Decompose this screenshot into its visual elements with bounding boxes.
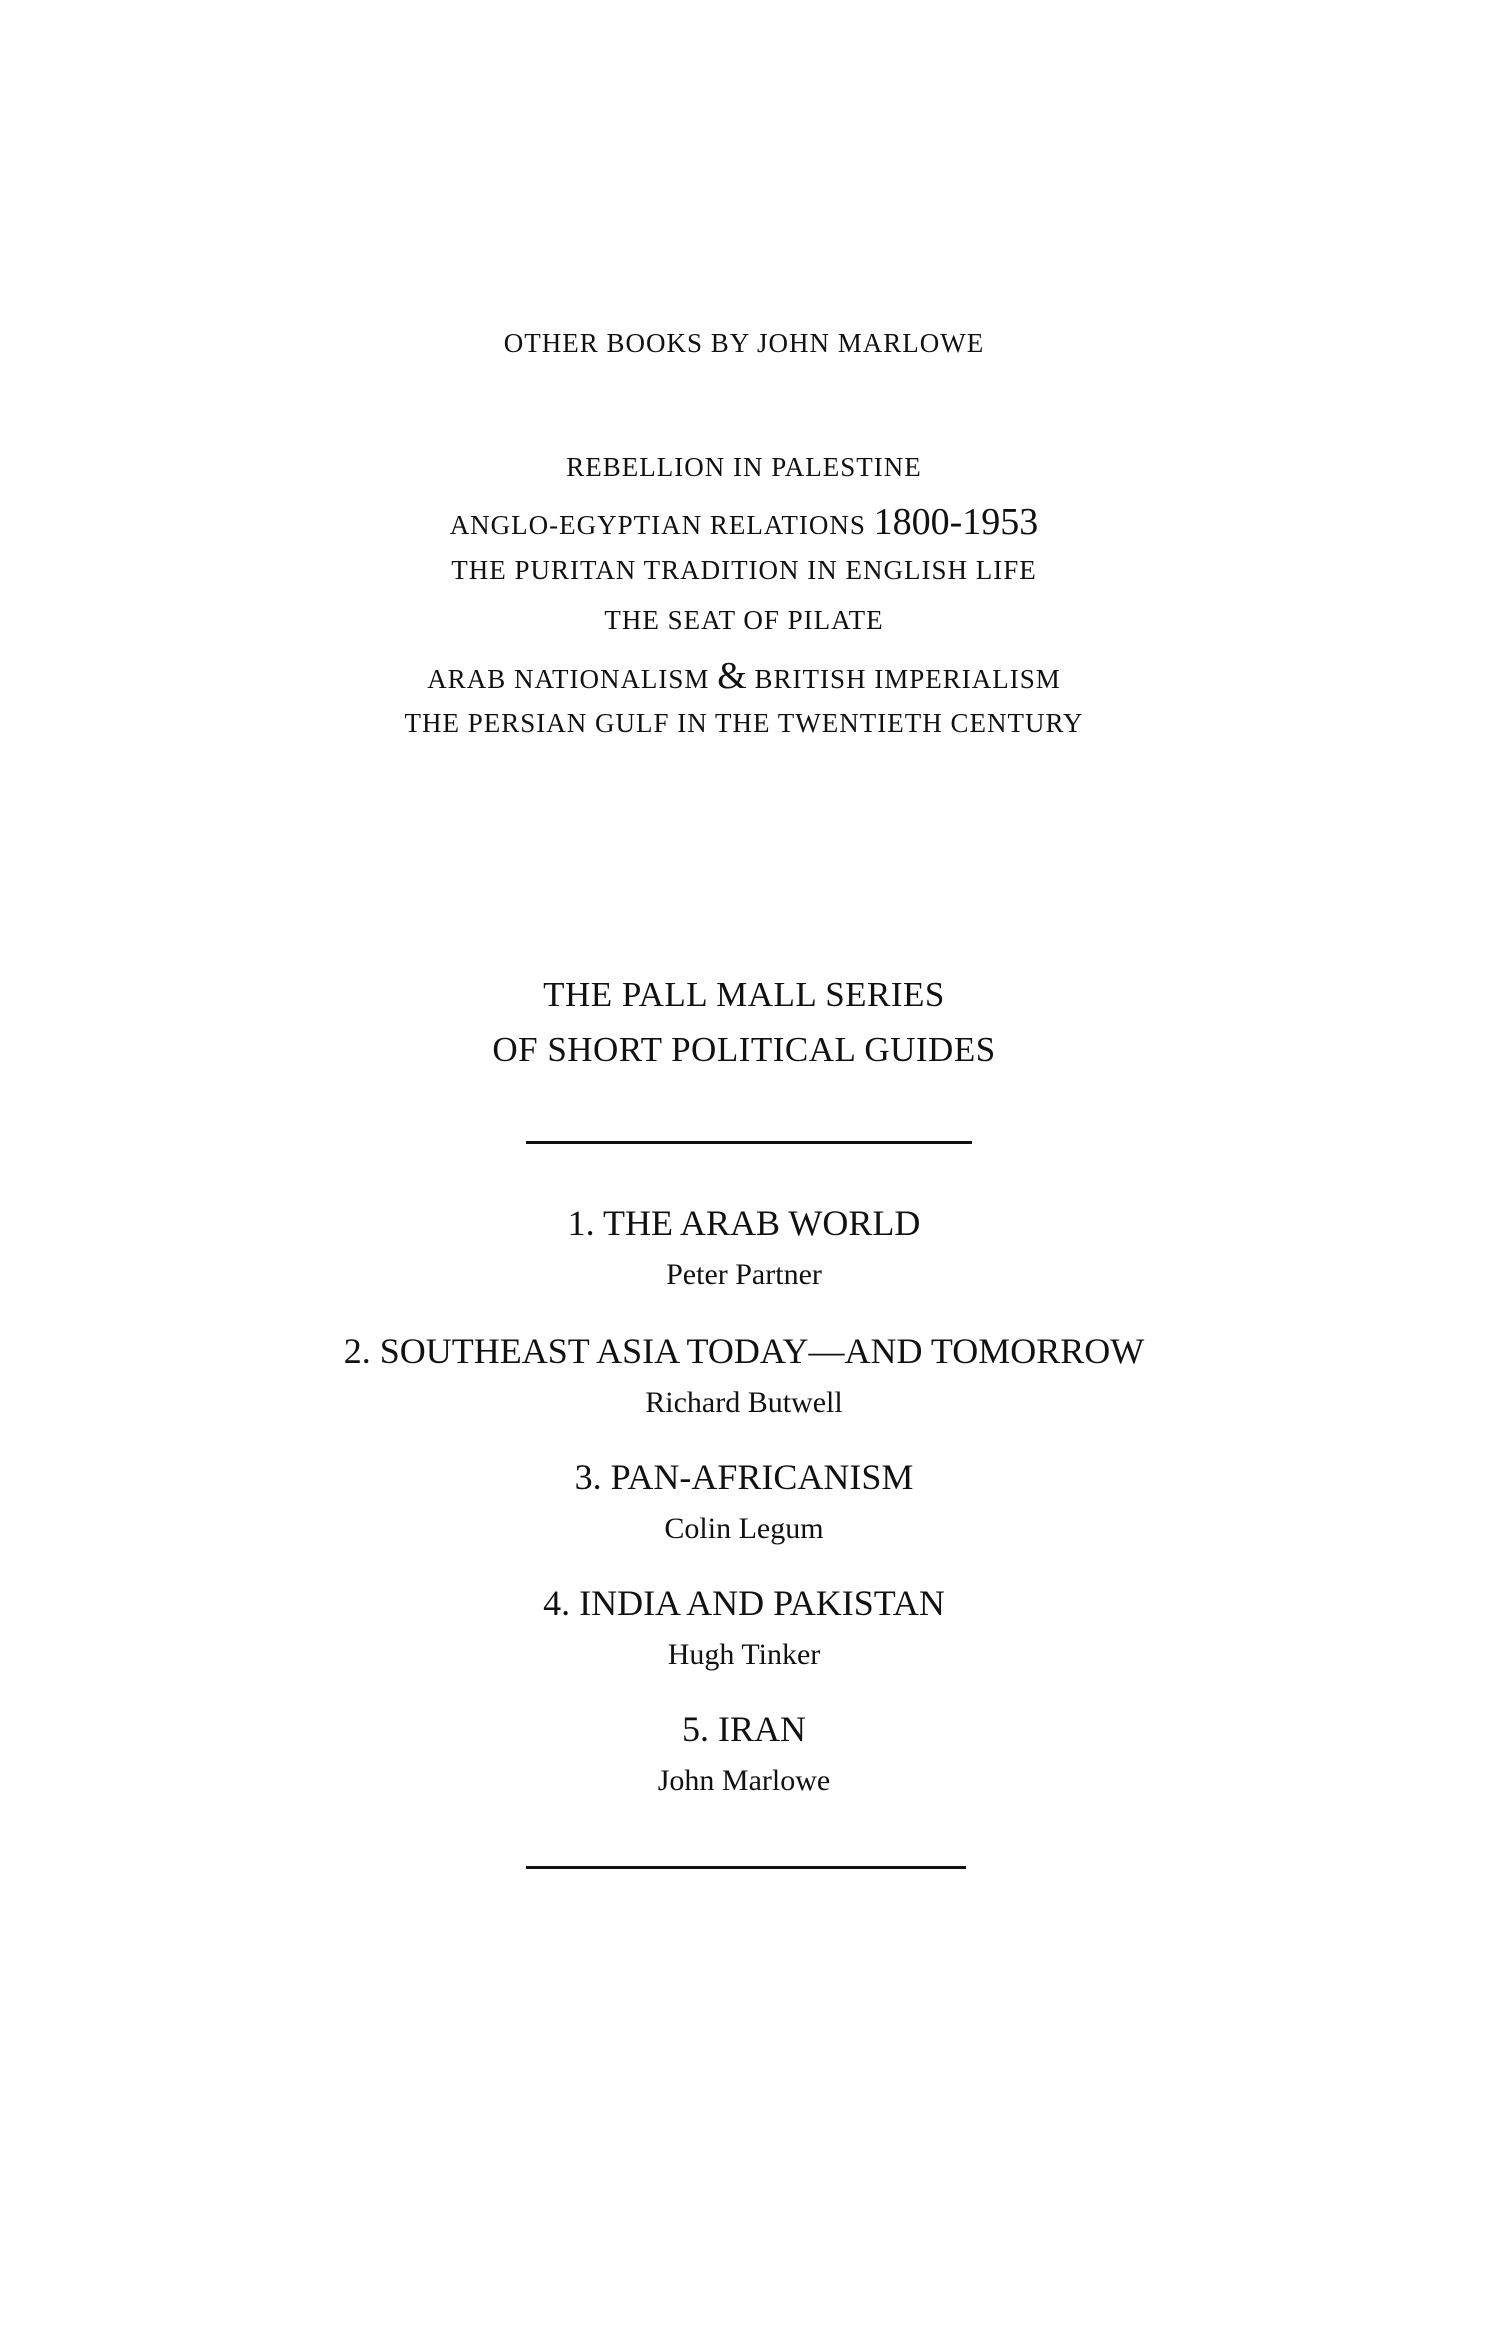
series-entry-title: 5. IRAN (682, 1709, 806, 1749)
book-title-rebellion: REBELLION IN PALESTINE (566, 452, 922, 482)
book-title-anglo-egyptian-text: ANGLO-EGYPTIAN RELATIONS (449, 510, 866, 540)
series-entry-author: Richard Butwell (645, 1386, 843, 1419)
book-title-anglo-egyptian-years: 1800-1953 (873, 501, 1039, 543)
series-entry-author: Hugh Tinker (667, 1638, 821, 1671)
book-title-arab-nationalism-part1: ARAB NATIONALISM (427, 664, 710, 694)
series-entry-author: Peter Partner (666, 1258, 822, 1291)
divider-top (526, 1141, 972, 1144)
series-entry-title: 2. SOUTHEAST ASIA TODAY—AND TOMORROW (343, 1331, 1145, 1371)
series-heading-line1: THE PALL MALL SERIES (543, 975, 945, 1014)
series-entry-author: Colin Legum (664, 1512, 824, 1545)
series-entry-title: 1. THE ARAB WORLD (567, 1203, 921, 1243)
series-heading-line2: OF SHORT POLITICAL GUIDES (492, 1030, 996, 1069)
book-title-persian-gulf: THE PERSIAN GULF IN THE TWENTIETH CENTURY (404, 708, 1084, 738)
book-title-seat-of-pilate: THE SEAT OF PILATE (604, 605, 884, 635)
book-title-puritan-tradition: THE PURITAN TRADITION IN ENGLISH LIFE (451, 555, 1037, 585)
book-title-ampersand: & (717, 655, 747, 697)
series-entry-title: 3. PAN-AFRICANISM (574, 1457, 914, 1497)
book-title-anglo-egyptian (0, 500, 1488, 544)
other-books-heading: OTHER BOOKS BY JOHN MARLOWE (503, 328, 985, 358)
series-entry-author: John Marlowe (657, 1764, 831, 1797)
series-entry-title: 4. INDIA AND PAKISTAN (543, 1583, 945, 1623)
book-title-arab-nationalism-part2: BRITISH IMPERIALISM (754, 664, 1061, 694)
divider-bottom (526, 1866, 966, 1869)
book-title-arab-nationalism (0, 654, 1488, 698)
